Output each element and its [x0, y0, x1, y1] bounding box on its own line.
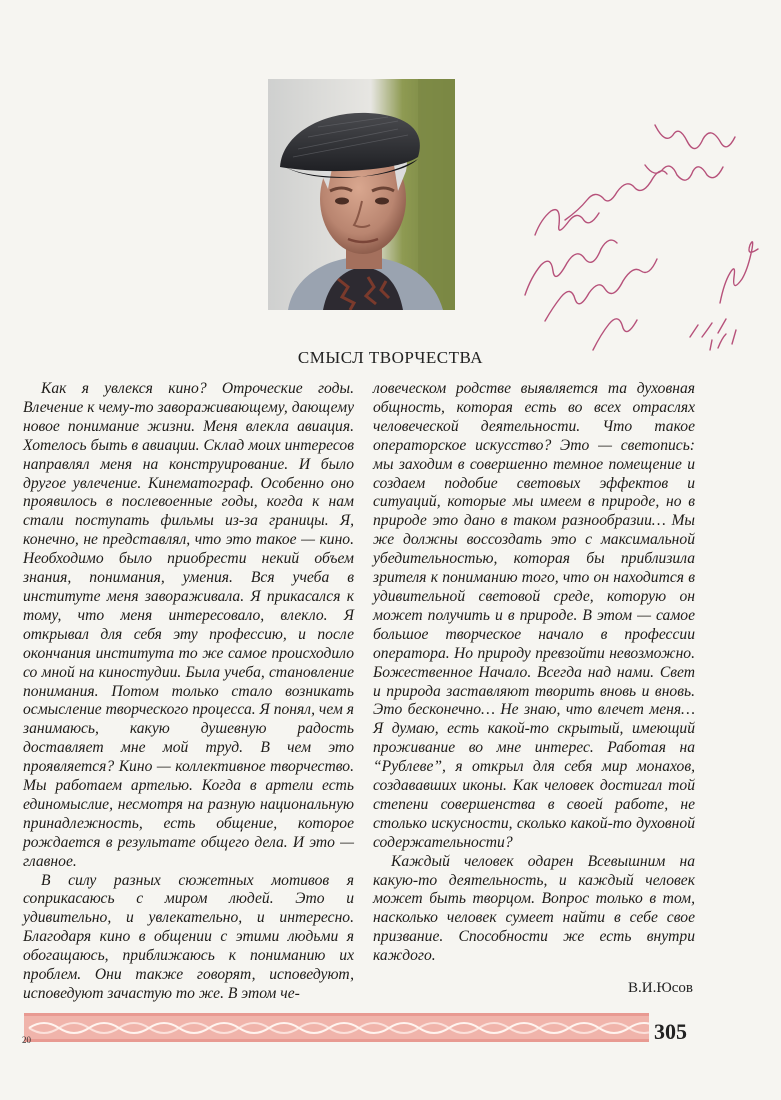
left-text-column	[23, 380, 354, 1004]
paragraph: В силу разных сюжетных мотивов я соприкасаюсь с миром людей. Это и удивительно, и увлекательно, и интересно. Благодаря кино в общении с этими людьми я обогащаюсь, приближаюсь к пониманию их проблем. Они также говорят, исповедуют, исповедуют зачастую то же. В этом че-	[23, 871, 354, 1002]
paragraph: Каждый человек одарен Всевышним на какую-то деятельность, и каждый человек может быть творцом. Вопрос только в том, насколько человек сумеет найти в себе свое призвание. Способности же есть внутри каждого.	[373, 852, 695, 965]
handwritten-autograph	[505, 105, 780, 375]
ornamental-footer-band	[24, 1013, 649, 1042]
paragraph-continued: ловеческом родстве выявляется та духовная общность, которая есть во всех отраслях человеческой деятельности. Что такое операторское искусство? Это — светопись: мы заходим в совершенно темное помещение и создаем подобие световых эффектов и ситуаций, которые мы имеем в природе, но в природе это дано в таком разнообразии… Мы же должны воссоздать это с максимальной убедительностью, которая бы приблизила зрителя к пониманию того, что он находится в удивительной световой среде, которую он может получить и в природе. В этом — самое большое творческое начало в профессии оператора. Но природу превзойти невозможно. Божественное Начало. Всегда над нами. Свет и природа заставляют творить вновь и вновь. Это бесконечно… Не знаю, что влечет меня… Я думаю, есть какой-то скрытый, имеющий проживание во мне интерес. Работая на “Рублеве”, я открыл для себя мир монахов, создававших иконы. Как человек достигал той степени совершенства в своей работе, не столько искусности, сколько какой-то духовной содержательности?	[373, 380, 695, 851]
page-number: 305	[654, 1019, 687, 1044]
paragraph: Как я увлекся кино? Отроческие годы. Влечение к чему-то завораживающему, дающему новое понимание жизни. Меня влекла авиация. Хотелось быть в авиации. Склад моих интересов направлял меня на конструирование. И было другое увлечение. Кинематограф. Особенно оно проявилось в послевоенные годы, когда к нам стали поступать фильмы из-за границы. Я, конечно, не представлял, что это такое — кино. Необходимо было приобрести некий объем знания, понимания, умения. Вся учеба в институте меня завораживала. Я прикасался к тому, что меня интересовало, влекло. Я открывал для себя эту профессию, и после окончания института то же самое происходило со мной на киностудии. Была учеба, становление понимания. Потом только стало возникать осмысление творческого процесса. Я понял, чем я занимаюсь, какую душевную радость доставляет мне мой труд. В чем это проявляется? Кино — коллективное творчество. Мы работаем артелью. Когда в артели есть единомыслие, несмотря на разную национальную принадлежность, есть общение, которое рождается в результате общего дела. И это — главное.	[23, 380, 354, 870]
right-text-column	[373, 380, 695, 966]
author-signature: В.И.Юсов	[628, 980, 693, 996]
author-portrait-photo	[268, 79, 455, 310]
article-title: СМЫСЛ ТВОРЧЕСТВА	[297, 348, 484, 367]
edge-number: 20	[22, 1035, 31, 1045]
